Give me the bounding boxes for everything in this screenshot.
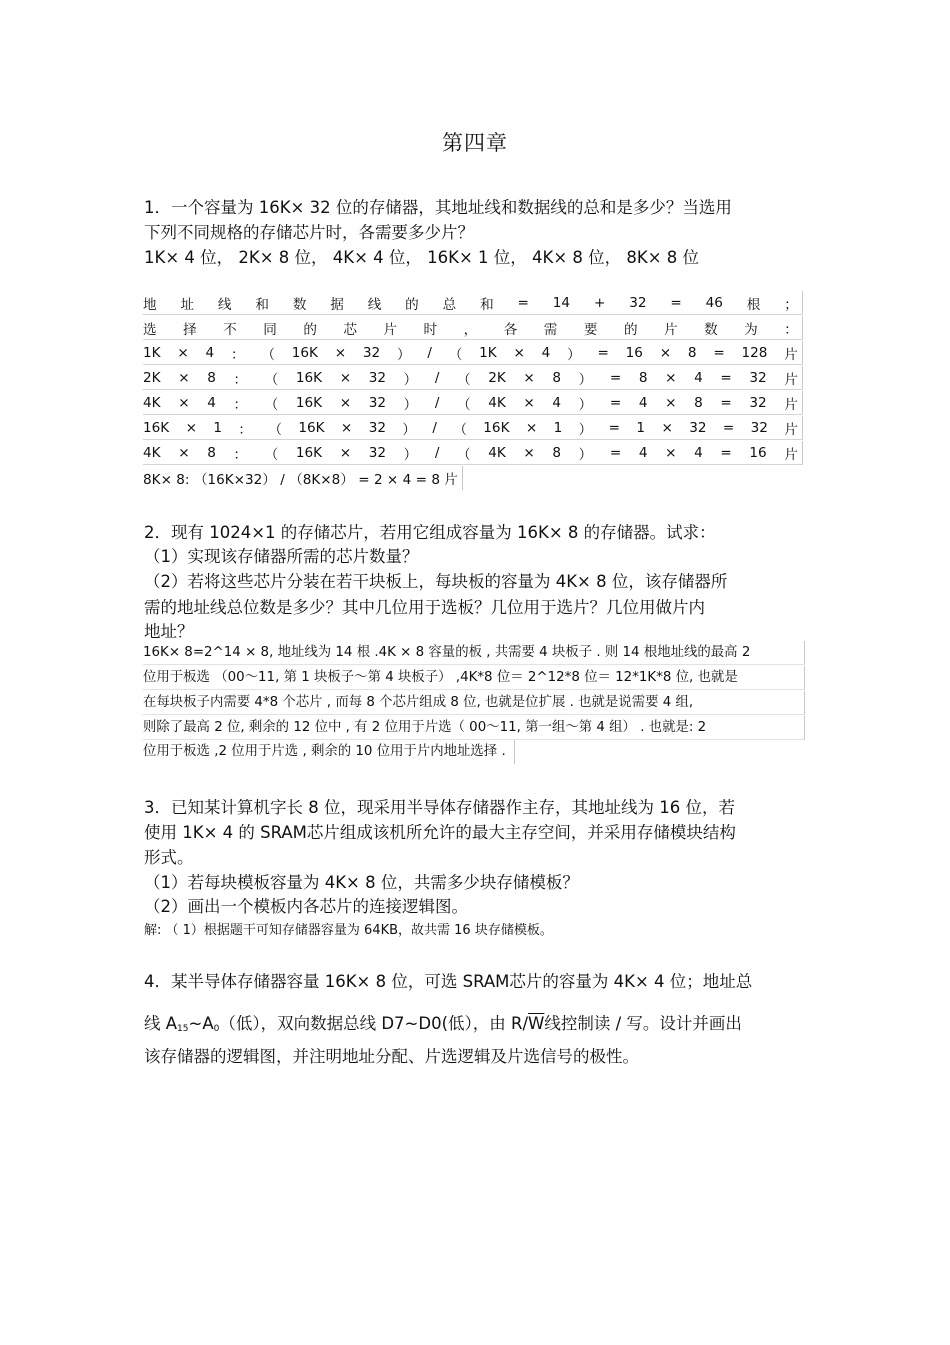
q1-answer-token: 14 (552, 294, 571, 311)
q1-answer-token: 4 (207, 394, 216, 411)
q1-answer-token: 32 (749, 394, 767, 411)
q1-answer-token: ） (578, 446, 593, 463)
q3-line-4: （1）若每块模板容量为 4K× 8 位，共需多少块存储模板？ (144, 873, 579, 892)
q3-line-3: 形式。 (144, 848, 194, 867)
q1-answer-token: × (339, 444, 352, 461)
q1-answer-token: × (513, 344, 525, 361)
q1-answer-token: 16K (295, 444, 323, 461)
q1-answer-token: 据 (330, 296, 344, 313)
chapter-title: 第四章 (442, 131, 508, 155)
q1-answer-token: = (609, 444, 622, 461)
q1-answer-token: 46 (705, 294, 723, 311)
q1-answer-row (143, 341, 803, 365)
q1-answer-token: ： (233, 446, 248, 463)
q1-answer-token: × (659, 344, 672, 361)
q1-answer-token: 片 (784, 396, 798, 413)
q1-answer-token: × (523, 369, 535, 386)
q1-answer-token: 2K (143, 369, 161, 386)
q1-answer-token: 32 (368, 369, 386, 386)
q1-answer-token: （ (268, 421, 282, 438)
q1-answer-token: 1 (213, 419, 223, 436)
q4-line-3: 该存储器的逻辑图，并注明地址分配、片选逻辑及片选信号的极性。 (144, 1047, 639, 1066)
q1-answer-token: （ (453, 421, 467, 438)
q1-answer-token: / (434, 444, 440, 461)
q1-answer-token: = (517, 294, 529, 311)
q1-answer-token: 片 (383, 321, 398, 338)
q1-answer-token: ） (578, 371, 593, 388)
q1-answer-row (143, 391, 803, 415)
q1-answer-token: ） (403, 396, 418, 413)
q1-answer-token: 总 (442, 296, 457, 313)
q1-answer-token: 8 (552, 444, 562, 461)
q4-line-2-part: ~A (188, 1014, 214, 1033)
q1-answer-token: （ (264, 446, 279, 463)
q1-answer-token: ： (233, 371, 248, 388)
q1-answer-token: ） (402, 421, 416, 438)
q1-answer-token: × (185, 419, 197, 436)
q1-answer-token: × (178, 369, 190, 386)
q1-answer-row (143, 316, 803, 340)
q1-answer-token: 32 (749, 369, 767, 386)
q1-answer-token: / (432, 419, 437, 436)
q2-line-3: （2）若将这些芯片分装在若干块板上，每块板的容量为 4K× 8 位，该存储器所 (144, 572, 728, 591)
q1-answer-token: ； (784, 296, 798, 313)
q1-answer-token: 32 (750, 419, 768, 436)
q1-answer-token: 16 (625, 344, 643, 361)
q1-answer-token: = (720, 394, 732, 411)
q1-line-2: 下列不同规格的存储芯片时，各需要多少片？ (144, 223, 474, 242)
q1-answer-token: 片 (784, 346, 798, 363)
q1-answer-token: （ (457, 396, 471, 413)
q1-answer-token: × (177, 344, 189, 361)
q1-answer-token: × (340, 419, 353, 436)
q1-answer-token: 32 (368, 444, 386, 461)
q1-answer-token: = (713, 344, 725, 361)
q1-answer-token: 1 (553, 419, 563, 436)
q1-answer-token: 各 (503, 321, 518, 338)
q1-answer-token: = (722, 419, 735, 436)
q1-answer-token: ， (463, 321, 478, 338)
q1-answer-token: 16K (143, 419, 170, 436)
q4-line-2-part: 线 A (144, 1014, 178, 1033)
q1-answer-token: ） (578, 396, 593, 413)
q1-answer-token: × (523, 394, 535, 411)
q1-answer-token: = (608, 419, 621, 436)
q1-answer-row (143, 366, 803, 390)
q2-line-2: （1）实现该存储器所需的芯片数量？ (144, 547, 419, 566)
q1-answer-token: 地 (143, 296, 157, 313)
q1-answer-token: 片 (784, 421, 798, 438)
q1-answer-token: 16K (291, 344, 318, 361)
q4-line-1: 4．某半导体存储器容量 16K× 8 位，可选 SRAM芯片的容量为 4K× 4 位；地址总 (144, 972, 753, 991)
q1-answer-token: × (339, 369, 352, 386)
q1-answer-token: × (178, 394, 190, 411)
q3-line-2: 使用 1K× 4 的 SRAM芯片组成该机所允许的最大主存空间，并采用存储模块结构 (144, 823, 736, 842)
q1-answer-token: 2K (488, 369, 506, 386)
q1-answer-token: 数 (704, 321, 718, 338)
q2-answer-row: 16K× 8=2^14 × 8, 地址线为 14 根 .4K × 8 容量的板 , 共需要 4 块板子 . 则 14 根地址线的最高 2 (143, 641, 805, 665)
q3-answer: 解: （ 1）根据题干可知存储器容量为 64KB，故共需 16 块存储模板。 (144, 923, 553, 938)
q1-answer-token: 8 (207, 444, 216, 461)
q2-line-5: 地址？ (144, 622, 194, 641)
q1-answer-token: 4 (552, 394, 562, 411)
q1-answer-token: 4 (541, 344, 551, 361)
q1-answer-token: 8 (207, 369, 216, 386)
q1-answer-token: 16K (295, 369, 323, 386)
q1-answer-token: 1 (636, 419, 646, 436)
q1-answer-token: （ (261, 346, 275, 363)
q1-answer-token: 1K (143, 344, 161, 361)
q1-answer-token: 4 (638, 394, 648, 411)
q1-answer-token: 8 (687, 344, 697, 361)
q1-answer-token: ） (396, 346, 411, 363)
q1-answer-token: / (427, 344, 432, 361)
q4-line-2-part: 线控制读 / 写。设计并画出 (544, 1014, 742, 1033)
q1-answer-token: × (665, 369, 677, 386)
q3-line-5: （2）画出一个模板内各芯片的连接逻辑图。 (144, 897, 468, 916)
q3-line-1: 3．已知某计算机字长 8 位，现采用半导体存储器作主存，其地址线为 16 位，若 (144, 798, 735, 817)
q1-answer-token: 不 (223, 321, 237, 338)
q4-sub-0: 0 (213, 1024, 220, 1034)
q1-answer-token: = (609, 369, 622, 386)
q1-answer-token: 的 (623, 321, 638, 338)
q1-answer-token: × (665, 444, 677, 461)
q1-answer-token: ） (567, 346, 581, 363)
q1-answer-token: （ (457, 446, 471, 463)
q1-answer-token: × (178, 444, 190, 461)
q1-answer-token: × (525, 419, 538, 436)
q1-answer-token: 4K (143, 444, 161, 461)
q1-answer-token: 32 (689, 419, 707, 436)
q1-answer-token: 32 (362, 344, 381, 361)
q1-answer-token: 4K (488, 444, 506, 461)
q1-answer-token: 4 (638, 444, 648, 461)
q4-w-overline: $\overline{W}$ (528, 1014, 545, 1033)
q1-answer-token: 的 (303, 321, 317, 338)
q1-answer-token: （ (457, 371, 471, 388)
q1-answer-token: 8 (638, 369, 648, 386)
q1-answer-row (143, 291, 803, 315)
q1-answer-token: / (434, 394, 440, 411)
q1-answer-token: × (661, 419, 673, 436)
q4-line-2 (144, 1010, 742, 1034)
q1-answer-token: 片 (784, 446, 798, 463)
q1-answer-token: ： (230, 346, 245, 363)
q1-answer-token: 片 (664, 321, 678, 338)
q1-answer-token: 8 (552, 369, 562, 386)
q1-answer-token: ： (233, 396, 248, 413)
q1-answer-token: × (334, 344, 347, 361)
q1-answer-token: × (665, 394, 677, 411)
q2-answer-row: 在每块板子内需要 4*8 个芯片 , 而每 8 个芯片组成 8 位, 也就是位扩展 . 也就是说需要 4 组, (143, 691, 805, 715)
q1-answer-token: ） (403, 446, 418, 463)
q1-line-3: 1K× 4 位， 2K× 8 位， 4K× 4 位， 16K× 1 位， 4K× 8 位， 8K× 8 位 (144, 248, 700, 267)
q1-answer-token: 4 (205, 344, 215, 361)
q1-answer-token: 4K (143, 394, 161, 411)
q1-answer-token: ： (784, 321, 798, 338)
q1-answer-token: = (720, 369, 732, 386)
q1-answer-token: （ (264, 371, 279, 388)
q4-line-2-part: （低），双向数据总线 D7~D0(低），由 R/ (219, 1014, 529, 1033)
q1-answer-token: = (720, 444, 732, 461)
q2-answer-row: 则除了最高 2 位, 剩余的 12 位中 , 有 2 位用于片选（ 00～11, 第一组～第 4 组） . 也就是: 2 (143, 716, 805, 740)
q1-answer-token: 选 (143, 321, 157, 338)
q1-answer-token: 芯 (343, 321, 357, 338)
q1-answer-token: 8 (694, 394, 703, 411)
q1-answer-token: 32 (368, 394, 386, 411)
q1-answer-token: 数 (292, 296, 307, 313)
q1-answer-token: 1K (479, 344, 497, 361)
q1-answer-token: （ (448, 346, 463, 363)
q1-answer-token: 线 (217, 296, 232, 313)
q1-answer-token: ： (238, 421, 252, 438)
q1-answer-token: ） (578, 421, 593, 438)
q1-answer-token: 为 (744, 321, 758, 338)
q2-answer-row: 位用于板选 （00～11, 第 1 块板子～第 4 块板子） ,4K*8 位＝ 2^12*8 位＝ 12*1K*8 位, 也就是 (143, 666, 805, 690)
q1-answer-token: 需 (543, 321, 558, 338)
q1-answer-token: 线 (367, 296, 382, 313)
q1-answer-row (143, 441, 803, 465)
q1-answer-token: （ (264, 396, 279, 413)
q1-answer-token: 的 (405, 296, 419, 313)
q1-answer-token: × (523, 444, 535, 461)
q2-answer-row: 位用于板选 ,2 位用于片选 , 剩余的 10 位用于片内地址选择 . (143, 740, 515, 764)
q1-line-1: 1．一个容量为 16K× 32 位的存储器，其地址线和数据线的总和是多少？当选用 (144, 198, 732, 217)
q1-answer-token: 4 (694, 369, 703, 386)
q1-answer-token: + (593, 294, 606, 311)
q1-answer-token: ） (403, 371, 418, 388)
q1-answer-token: 和 (255, 296, 269, 313)
q1-answer-token: 4 (694, 444, 703, 461)
q1-answer-row (143, 416, 803, 440)
q1-answer-last-row: 8K× 8: （16K×32） / （8K×8） = 2 × 4 = 8 片 (143, 466, 463, 490)
q1-answer-token: 择 (183, 321, 197, 338)
q1-answer-token: 时 (423, 321, 438, 338)
q1-answer-token: 片 (784, 371, 798, 388)
q1-answer-token: 32 (368, 419, 386, 436)
q1-answer-token: 4K (488, 394, 506, 411)
q2-line-1: 2．现有 1024×1 的存储芯片，若用它组成容量为 16K× 8 的存储器。试求： (144, 523, 716, 542)
q1-answer-token: = (597, 344, 609, 361)
q1-answer-token: 和 (480, 296, 494, 313)
q1-answer-token: 16K (295, 394, 323, 411)
q1-answer-token: 址 (180, 296, 195, 313)
q1-answer-token: 16 (749, 444, 767, 461)
q2-line-4: 需的地址线总位数是多少？其中几位用于选板？几位用于选片？几位用做片内 (144, 598, 705, 617)
q1-answer-token: 32 (629, 294, 647, 311)
q1-answer-token: 16K (483, 419, 510, 436)
q1-answer-token: 根 (746, 296, 761, 313)
q1-answer-token: = (670, 294, 682, 311)
q1-answer-token: 16K (298, 419, 325, 436)
q1-answer-token: 同 (263, 321, 277, 338)
q1-answer-token: × (339, 394, 352, 411)
q4-sub-15: 15 (177, 1024, 189, 1034)
q1-answer-token: 要 (583, 321, 598, 338)
q1-answer-token: 128 (741, 344, 768, 361)
q1-answer-token: / (434, 369, 440, 386)
q1-answer-token: = (609, 394, 622, 411)
